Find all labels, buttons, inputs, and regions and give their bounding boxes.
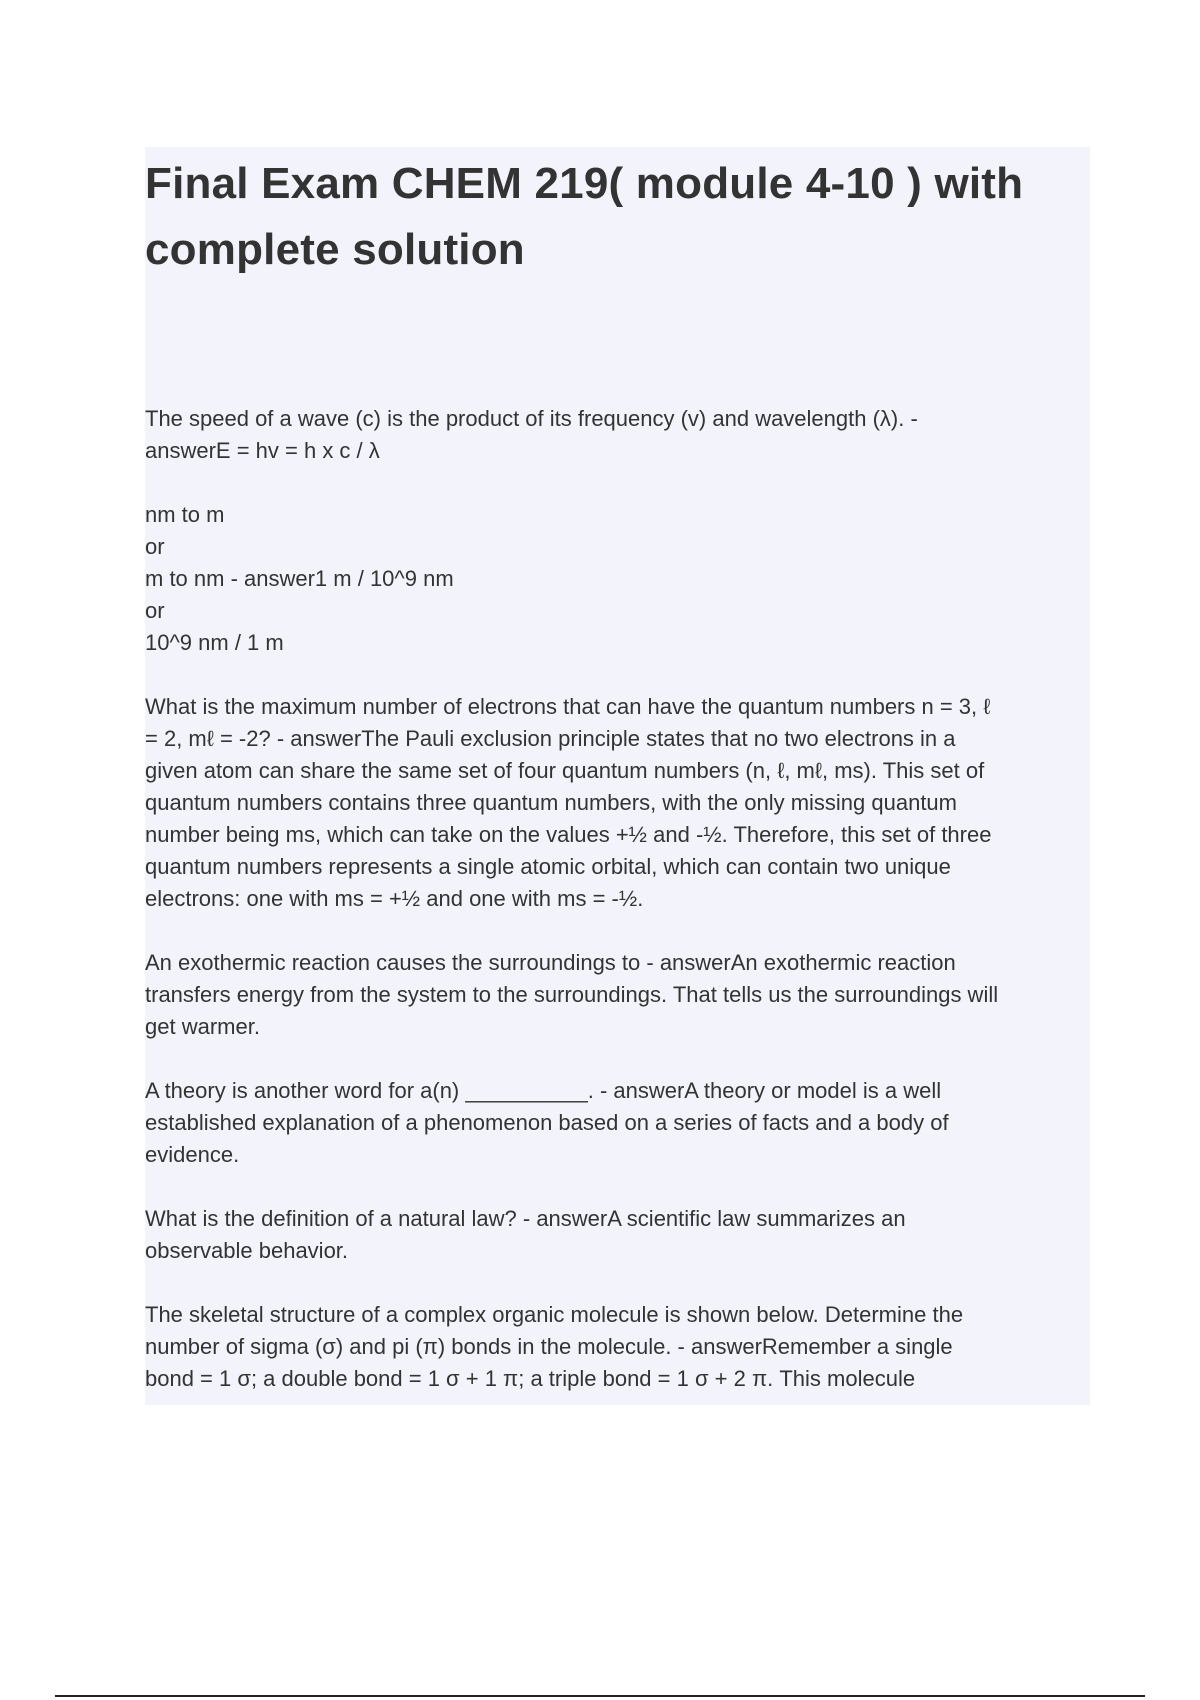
text-line: m to nm - answer1 m / 10^9 nm — [145, 566, 454, 591]
text-line: What is the maximum number of electrons that can have the quantum numbers n = 3, ℓ — [145, 694, 991, 719]
entry-quantum-numbers — [145, 691, 1090, 915]
text-line: evidence. — [145, 1142, 240, 1167]
text-line: get warmer. — [145, 1014, 260, 1039]
text-line: or — [145, 534, 165, 559]
text-line: bond = 1 σ; a double bond = 1 σ + 1 π; a triple bond = 1 σ + 2 π. This molecule — [145, 1366, 916, 1391]
text-line: answerE = hv = h x c / λ — [145, 438, 380, 463]
text-line: quantum numbers represents a single atomic orbital, which can contain two unique — [145, 854, 951, 879]
text-line: The speed of a wave (c) is the product of its frequency (v) and wavelength (λ). - — [145, 406, 918, 431]
page-content-area — [145, 147, 1090, 1405]
text-line: A theory is another word for a(n) __________. - answerA theory or model is a well — [145, 1078, 942, 1103]
entry-wave-speed — [145, 403, 1090, 467]
text-line: 10^9 nm / 1 m — [145, 630, 284, 655]
entry-unit-conversion — [145, 499, 1090, 659]
text-line: number being ms, which can take on the values +½ and -½. Therefore, this set of three — [145, 822, 992, 847]
entry-natural-law — [145, 1203, 1090, 1267]
text-line: transfers energy from the system to the surroundings. That tells us the surroundings will — [145, 982, 999, 1007]
document-title: Final Exam CHEM 219( module 4-10 ) with complete solution — [145, 159, 1024, 274]
text-line: number of sigma (σ) and pi (π) bonds in the molecule. - answerRemember a single — [145, 1334, 953, 1359]
text-line: given atom can share the same set of four quantum numbers (n, ℓ, mℓ, ms). This set of — [145, 758, 985, 783]
entry-theory-definition — [145, 1075, 1090, 1171]
text-line: An exothermic reaction causes the surroundings to - answerAn exothermic reaction — [145, 950, 956, 975]
text-line: = 2, mℓ = -2? - answerThe Pauli exclusion principle states that no two electrons in a — [145, 726, 956, 751]
text-line: established explanation of a phenomenon based on a series of facts and a body of — [145, 1110, 949, 1135]
entry-exothermic-reaction — [145, 947, 1090, 1043]
document-body — [145, 403, 1090, 1427]
footer-divider — [55, 1695, 1145, 1697]
text-line: The skeletal structure of a complex organic molecule is shown below. Determine the — [145, 1302, 964, 1327]
text-line: electrons: one with ms = +½ and one with ms = -½. — [145, 886, 644, 911]
text-line: nm to m — [145, 502, 225, 527]
text-line: What is the definition of a natural law? - answerA scientific law summarizes an — [145, 1206, 906, 1231]
text-line: or — [145, 598, 165, 623]
entry-sigma-pi-bonds — [145, 1299, 1090, 1395]
text-line: quantum numbers contains three quantum numbers, with the only missing quantum — [145, 790, 957, 815]
text-line: observable behavior. — [145, 1238, 349, 1263]
